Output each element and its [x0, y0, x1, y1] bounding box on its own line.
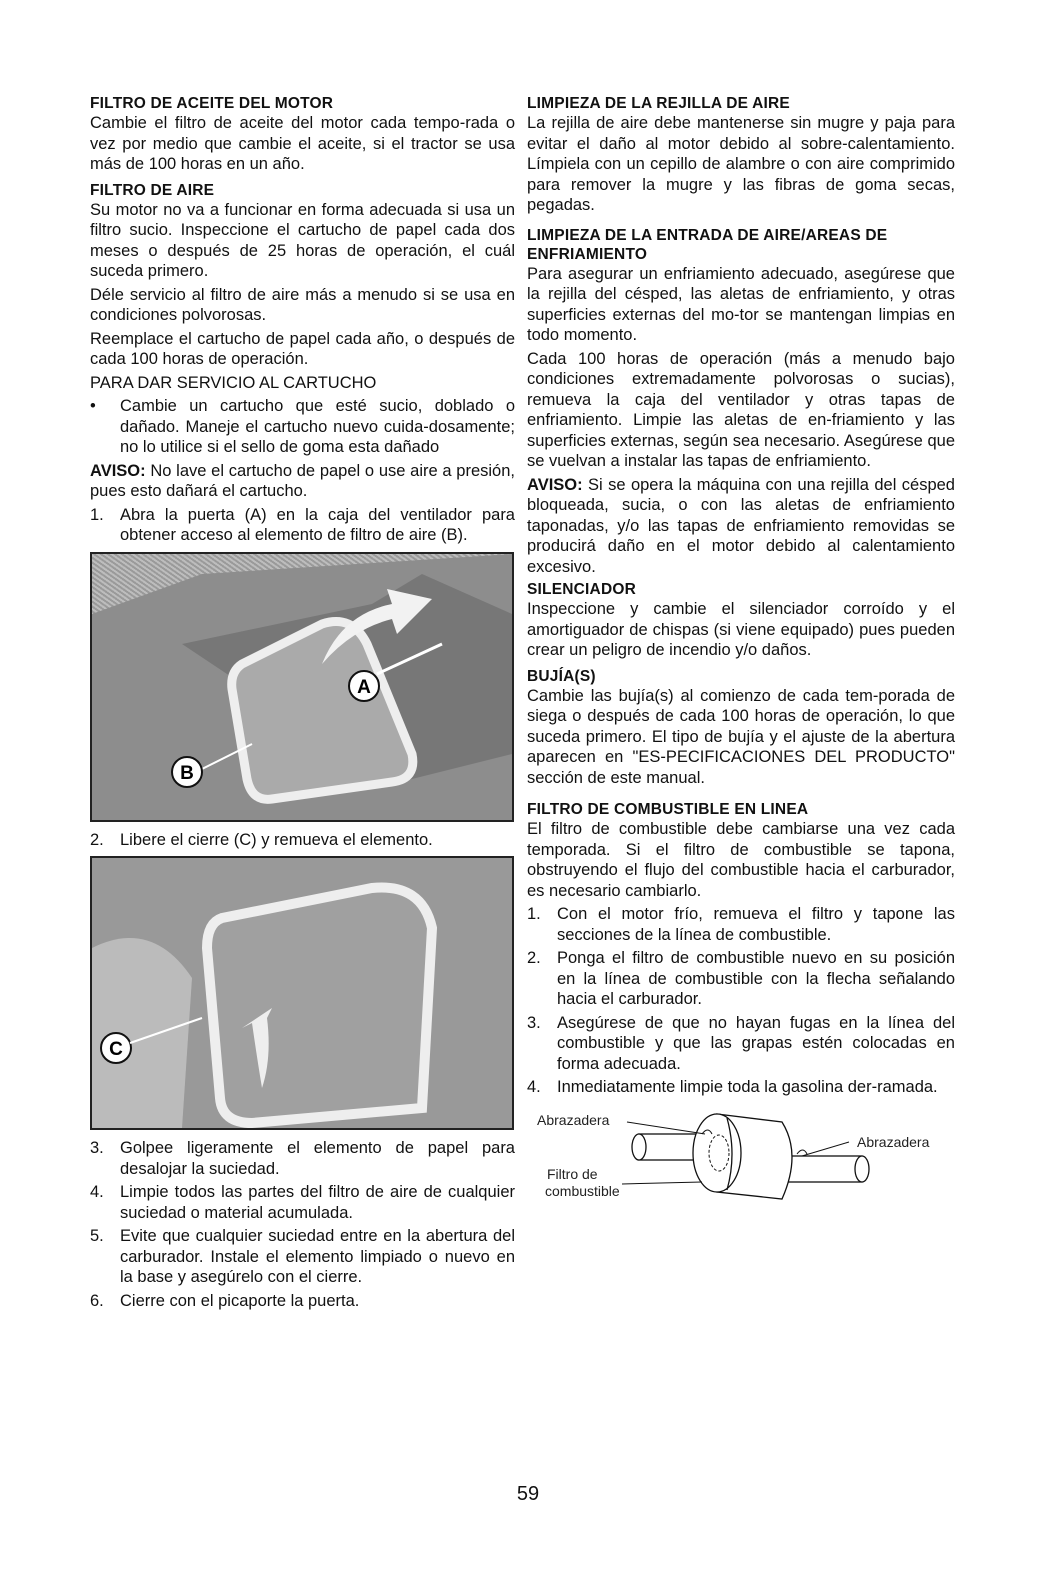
- step-number: 5.: [90, 1227, 104, 1245]
- heading-oil-filter: FILTRO DE ACEITE DEL MOTOR: [90, 95, 334, 112]
- label-a: A: [357, 676, 371, 698]
- step-number: 2.: [527, 949, 541, 967]
- step-text: Abra la puerta (A) en la caja del ventilador para obtener acceso al elemento de filtro de aire (B).: [120, 505, 515, 544]
- step-text: Golpee ligeramente el elemento de papel para desalojar la suciedad.: [120, 1139, 515, 1178]
- heading-spark-plug: BUJÍA(S): [527, 667, 596, 685]
- grille-text: La rejilla de aire debe mantenerse sin mugre y paja para evitar el daño al motor debido al sobre-calentamiento. Límpiela con un cepillo de alambre o con aire comprimido para remover la mugre y las fibras de goma secas, pegadas.: [527, 114, 955, 214]
- air-filter-p3: Reemplace el cartucho de papel cada año, o después de cada 100 horas de operación.: [90, 329, 515, 368]
- bullet: •: [90, 397, 96, 415]
- step-4: [90, 1182, 515, 1223]
- step-text: Asegúrese de que no hayan fugas en la línea del combustible y que las grapas estén colocadas en forma adecuada.: [557, 1013, 955, 1073]
- heading-fuel-filter: FILTRO DE COMBUSTIBLE EN LINEA: [527, 801, 809, 818]
- clamp-label-left: Abrazadera: [537, 1111, 610, 1128]
- page-number: 59: [516, 1483, 540, 1505]
- step-number: 6.: [90, 1291, 104, 1310]
- fuel-step-2: [527, 948, 955, 1010]
- spark-plug-text: Cambie las bujía(s) al comienzo de cada tem-porada de siega o después de cada 100 horas de operación, lo que suceda primero. El tipo de bujía y el ajuste de la abertura aparecen en "ES-PECIFICACIONES DEL PRODUCTO" sección de este manual.: [527, 686, 955, 787]
- label-b: B: [180, 762, 194, 784]
- step-number: 2.: [90, 830, 104, 849]
- fuel-step-3: [527, 1013, 955, 1075]
- fuel-filter-label-2: combustible: [545, 1182, 620, 1199]
- heading-intake: LIMPIEZA DE LA ENTRADA DE AIRE/AREAS DE ENFRIAMIENTO: [527, 226, 888, 263]
- photo-air-filter-element: [90, 856, 514, 1130]
- fuel-step-4: [527, 1077, 955, 1098]
- step-text: Evite que cualquier suciedad entre en la abertura del carburador. Instale el elemento limpiado o nuevo en la base y asegúrelo con el cierre.: [120, 1227, 515, 1286]
- bullet-text: Cambie un cartucho que esté sucio, doblado o dañado. Maneje el cartucho nuevo cuida-dosamente; no lo utilice si el sello de goma esta dañado: [120, 397, 515, 456]
- step-text: Con el motor frío, remueva el filtro y tapone las secciones de la línea de combustible.: [557, 905, 955, 944]
- right-column: [527, 92, 955, 1214]
- service-heading: PARA DAR SERVICIO AL CARTUCHO: [90, 373, 377, 392]
- oil-filter-text: Cambie el filtro de aceite del motor cada tempo-rada o vez por medio que cambie el aceite, si el tractor se usa más de 100 horas en un año.: [90, 114, 515, 173]
- fuel-filter-text: El filtro de combustible debe cambiarse una vez cada temporada. Si el filtro de combustible se tapona, obstruyendo el flujo del combustible hacia el carburador, es necesario cambiarlo.: [527, 820, 955, 900]
- step-number: 1.: [527, 905, 541, 923]
- bullet-item: [90, 396, 515, 458]
- fuel-filter-label-1: Filtro de: [547, 1165, 598, 1182]
- label-c: C: [109, 1039, 123, 1060]
- step-text: Ponga el filtro de combustible nuevo en su posición en la línea de combustible con la flecha señalando hacia el carburador.: [557, 949, 955, 1008]
- left-column: [90, 92, 515, 1314]
- aviso-text: No lave el cartucho de papel o use aire a presión, pues esto dañará el cartucho.: [90, 461, 515, 500]
- clamp-label-right: Abrazadera: [857, 1133, 930, 1150]
- step-3: [90, 1138, 515, 1179]
- heading-muffler: SILENCIADOR: [527, 581, 636, 598]
- intake-p2: Cada 100 horas de operación (más a menudo bajo condiciones extremadamente polvorosas o sucias), remueva la caja del ventilador y otras tapas de enfriamiento. Limpie las aletas de en-friamiento y las superficies externas, según sea necesario. Asegúrese que se vuelvan a instalar las tapas de enfriamiento.: [527, 349, 955, 470]
- air-filter-p1: Su motor no va a funcionar en forma adecuada si usa un filtro sucio. Inspeccione el cartucho de papel cada dos meses o después de 25 horas de operación, el cuál suceda primero.: [90, 200, 515, 280]
- step-6: [90, 1291, 515, 1312]
- step-number: 4.: [90, 1183, 104, 1201]
- aviso-label: AVISO:: [527, 475, 583, 494]
- step-5: [90, 1226, 515, 1288]
- step-text: Libere el cierre (C) y remueva el elemento.: [120, 830, 433, 849]
- step-number: 3.: [90, 1139, 104, 1157]
- fuel-step-1: [527, 904, 955, 945]
- aviso-right: [527, 475, 955, 578]
- step-number: 3.: [527, 1013, 541, 1032]
- step-number: 1.: [90, 505, 104, 524]
- heading-air-filter: FILTRO DE AIRE: [90, 181, 215, 199]
- air-filter-p2: Déle servicio al filtro de aire más a menudo si se usa en condiciones polvorosas.: [90, 285, 515, 324]
- aviso-left: [90, 461, 515, 502]
- photo-air-filter-door: [90, 552, 514, 822]
- heading-grille: LIMPIEZA DE LA REJILLA DE AIRE: [527, 95, 790, 112]
- muffler-text: Inspeccione y cambie el silenciador corroído y el amortiguador de chispas (si viene equipado) pues pueden crear un peligro de incendio y/o daños.: [527, 600, 955, 659]
- step-text: Inmediatamente limpie toda la gasolina der-ramada.: [557, 1078, 938, 1096]
- step-2: [90, 830, 515, 851]
- step-number: 4.: [527, 1078, 541, 1096]
- aviso-label: AVISO:: [90, 461, 146, 480]
- step-1: [90, 505, 515, 546]
- fuel-filter-diagram: [527, 1104, 955, 1214]
- step-text: Limpie todos las partes del filtro de aire de cualquier suciedad o material acumulada.: [120, 1183, 515, 1222]
- intake-p1: Para asegurar un enfriamiento adecuado, asegúrese que la rejilla del césped, las aletas de enfriamiento, y otras superficies externas del mo-tor se mantengan limpias en todo momento.: [527, 264, 955, 344]
- aviso-text: Si se opera la máquina con una rejilla del césped bloqueada, sucia, o con las aletas de enfriamiento taponadas, y/o las tapas de enfriamiento removidas se producirá daño en el motor debido al calentamiento excesivo.: [527, 475, 955, 576]
- step-text: Cierre con el picaporte la puerta.: [120, 1291, 360, 1310]
